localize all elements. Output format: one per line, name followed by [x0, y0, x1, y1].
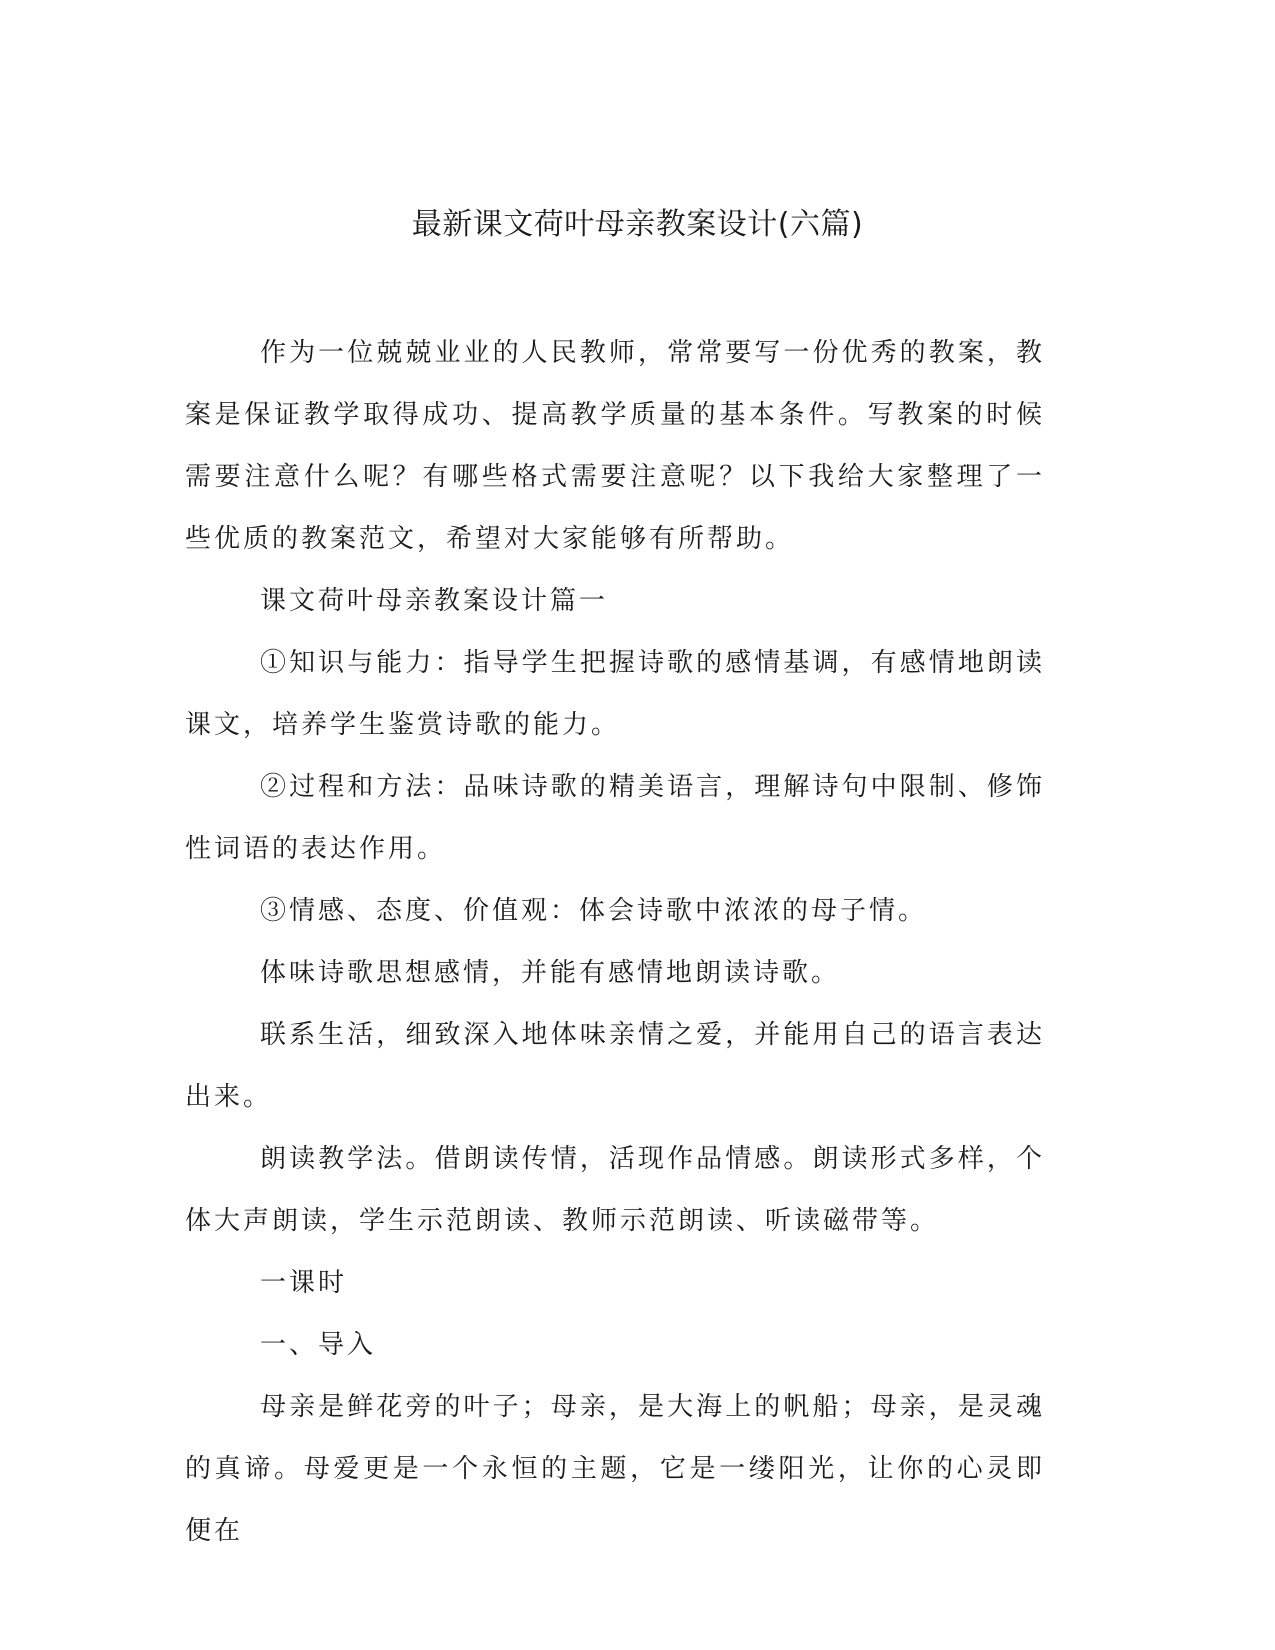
section-heading: 课文荷叶母亲教案设计篇一 — [260, 586, 609, 616]
paragraph-difficulty: 联系生活，细致深入地体味亲情之爱，并能用自己的语言表达出来。 — [185, 1020, 1045, 1112]
paragraph-introduction-text: 母亲是鲜花旁的叶子；母亲，是大海上的帆船；母亲，是灵魂的真谛。母爱更是一个永恒的主题，它是一缕阳光，让你的心灵即便在 — [185, 1392, 1045, 1546]
paragraph-class-hours: 一课时 — [260, 1268, 348, 1298]
paragraph-intro: 作为一位兢兢业业的人民教师，常常要写一份优秀的教案，教案是保证教学取得成功、提高教学质量的基本条件。写教案的时候需要注意什么呢？有哪些格式需要注意呢？以下我给大家整理了一些优质的教案范文，希望对大家能够有所帮助。 — [185, 338, 1045, 554]
paragraph-method: 朗读教学法。借朗读传情，活现作品情感。朗读形式多样，个体大声朗读，学生示范朗读、教师示范朗读、听读磁带等。 — [185, 1144, 1045, 1236]
paragraph-step-heading: 一、导入 — [260, 1330, 377, 1360]
document-title: 最新课文荷叶母亲教案设计(六篇) — [411, 207, 864, 242]
document-body — [185, 322, 1045, 1562]
paragraph-goal-process: ②过程和方法：品味诗歌的精美语言，理解诗句中限制、修饰性词语的表达作用。 — [185, 772, 1045, 864]
paragraph-key-point: 体味诗歌思想感情，并能有感情地朗读诗歌。 — [260, 958, 841, 988]
paragraph-goal-emotion: ③情感、态度、价值观：体会诗歌中浓浓的母子情。 — [260, 896, 928, 926]
paragraph-goal-knowledge: ①知识与能力：指导学生把握诗歌的感情基调，有感情地朗读课文，培养学生鉴赏诗歌的能力。 — [185, 648, 1045, 740]
